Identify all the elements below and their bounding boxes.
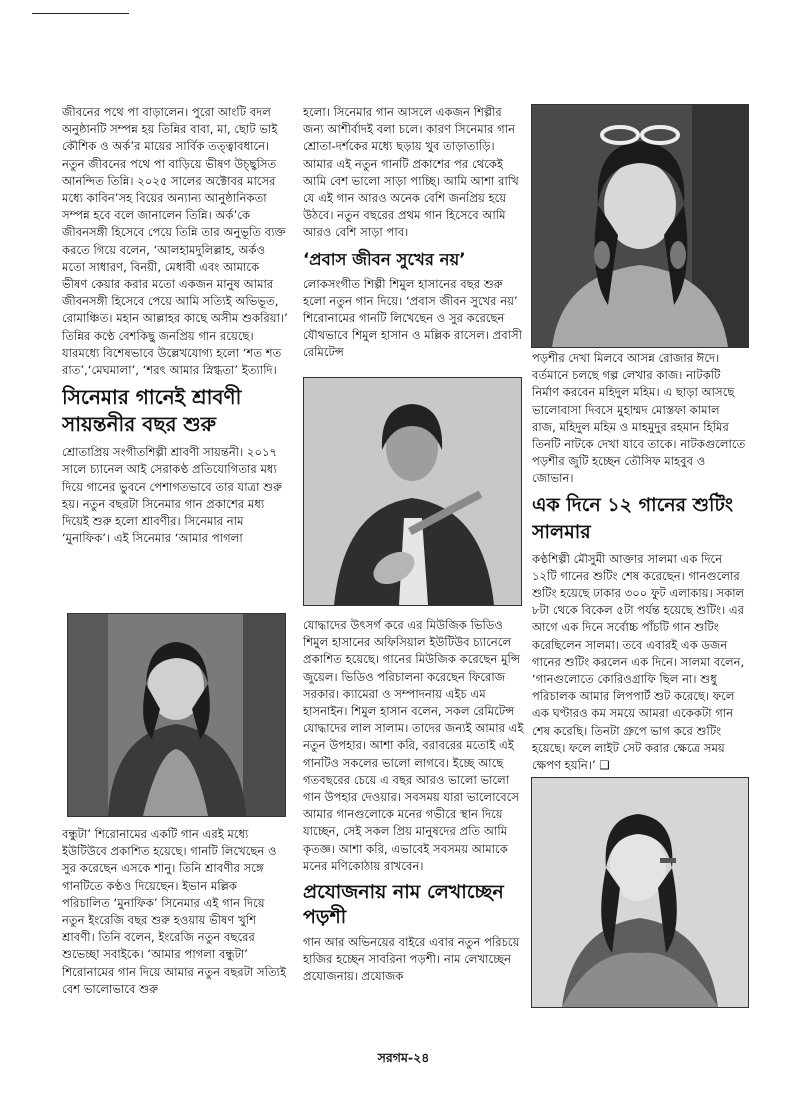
col2-heading: ‘প্রবাস জীবন সুখের নয়’: [303, 249, 466, 269]
col2-paragraph-2: লোকসংগীত শিল্পী শিমুল হাসানের বছর শুরু হলো নতুন গান দিয়ে। ‘প্রবাস জীবন সুখের নয়’ শিরোনামের গানটি লিখেছেন ও সুর করেছেন যৌথভাবে শিমুল হাসান ও মল্লিক রাসেল। প্রবাসী রেমিটেন্স: [303, 276, 523, 360]
col1-heading: সিনেমার গানেই শ্রাবণী সায়ন্তনীর বছর শুরু: [62, 385, 242, 437]
column-1: [62, 104, 288, 611]
top-rule: [32, 13, 129, 14]
col3-paragraph-1: পড়শীর দেখা মিলবে আসন্ন রোজার ঈদে। বর্তমানে চলছে গল্প লেখার কাজ। নাটকটি নির্মাণ করবেন মহিদুল মহিম। এ ছাড়া আসছে ভালোবাসা দিবসে মুহাম্মদ মোস্তফা কামাল রাজ, মহিদুল মহিম ও মাহমুদুর রহমান হিমির তিনটি নাটকে দেখা যাবে তাকে। নাটকগুলোতে পড়শীর জুটি হচ্ছেন তৌসিফ মাহবুব ও জোভান।: [532, 351, 746, 486]
column-3: [532, 350, 747, 778]
col1-paragraph-2: শ্রোতাপ্রিয় সংগীতশিল্পী শ্রাবণী সায়ন্তনী। ২০১৭ সালে চ্যানেল আই সেরাকণ্ঠ প্রতিযোগিতার মধ্য দিয়ে গানের ভুবনে পেশাগতভাবে তার যাত্রা শুরু হয়। নতুন বছরটা সিনেমার গান প্রকাশের মধ্য দিয়েই শুরু হলো শ্রাবণীর। সিনেমার নাম ‘মুনাফিক’। এই সিনেমার ‘আমার পাগলা: [62, 445, 283, 546]
col3-heading: এক দিনে ১২ গানের শুটিং সালমার: [532, 493, 733, 543]
photo-sabrina-porshi: [531, 104, 749, 348]
column-2: [303, 104, 525, 374]
photo-salma: [531, 777, 749, 1008]
column-1-continued: [62, 826, 288, 1026]
col2-heading-2: প্রযোজনায় নাম লেখাচ্ছেন পড়শী: [303, 881, 504, 929]
end-mark-icon: ❑: [599, 758, 610, 773]
col2-paragraph-3: যোদ্ধাদের উৎসর্গ করে এর মিউজিক ভিডিও শিমুল হাসানের অফিসিয়াল ইউটিউব চ্যানেলে প্রকাশিত হয়েছে। গানের মিউজিক করেছেন মুন্সি জুয়েল। ভিডিও পরিচালনা করেছেন ফিরোজ সরকার। ক্যামেরা ও সম্পাদনায় এইচ এম হাসনাইন। শিমুল হাসান বলেন, সকল রেমিটেন্স যোদ্ধাদের লাল সালাম। তাদের জন্যই আমার এই নতুন উপহার। আশা করি, বরাবরের মতোই এই গানটিও সকলের ভালো লাগবে। ইচ্ছে আছে গতবছরের চেয়ে এ বছর আরও ভালো ভালো গান উপহার দেওয়ার। সবসময় যারা ভালোবেসে আমার গানগুলোকে মনের গভীরে স্থান দিয়ে যাচ্ছেন, সেই সকল প্রিয় মানুষদের প্রতি আমি কৃতজ্ঞ। আশা করি, এভাবেই সবসময় আমাকে মনের মণিকোঠায় রাখবেন।: [303, 618, 524, 873]
col2-paragraph-1: হলো। সিনেমার গান আসলে একজন শিল্পীর জন্য আশীর্বাদই বলা চলে। কারণ সিনেমার গান শ্রোতা-দর্শকের মধ্যে ছড়ায় খুব তাড়াতাড়ি। আমার এই নতুন গানটি প্রকাশের পর থেকেই আমি বেশ ভালো সাড়া পাচ্ছি। আমি আশা রাখি যে এই গান আরও অনেক বেশি জনপ্রিয় হয়ে উঠবে। নতুন বছরের প্রথম গান হিসেবে আমি আরও বেশি সাড়া পাব।: [303, 105, 519, 240]
col1-paragraph-3: বন্ধুটা’ শিরোনামের একটি গান এরই মধ্যে ইউটিউবে প্রকাশিত হয়েছে। গানটি লিখেছেন ও সুর করেছেন এসকে শানু। তিনি শ্রাবণীর সঙ্গে গানটিতে কণ্ঠও দিয়েছেন। ইভান মল্লিক পরিচালিত ‘মুনাফিক’ সিনেমার এই গান দিয়ে নতুন ইংরেজি বছর শুরু হওয়ায় ভীষণ খুশি শ্রাবণী। তিনি বলেন, ইংরেজি নতুন বছরের শুভেচ্ছা সবাইকে। ‘আমার পাগলা বন্ধুটা’ শিরোনামের গান দিয়ে আমার নতুন বছরটা সত্যিই বেশ ভালোভাবে শুরু: [62, 827, 287, 996]
photo-shimul-hasan: [303, 377, 522, 606]
col2-paragraph-4: গান আর অভিনয়ের বাইরে এবার নতুন পরিচয়ে হাজির হচ্ছেন সাবরিনা পড়শী। নাম লেখাচ্ছেন প্রযোজনায়। প্রযোজক: [303, 935, 520, 984]
col1-paragraph-1: জীবনের পথে পা বাড়ালেন। পুরো আংটি বদল অনুষ্ঠানটি সম্পন্ন হয় তিন্নির বাবা, মা, ছোট ভাই কৌশিক ও অর্ক’র মায়ের সার্বিক তত্ত্বাবধানে। নতুন জীবনের পথে পা বাড়িয়ে ভীষণ উচ্ছ্বসিত আনন্দিত তিন্নি। ২০২৫ সালের অক্টোবর মাসের মধ্যে কাবিন’সহ বিয়ের অন্যান্য আনুষ্ঠানিকতা সম্পন্ন হবে বলে জানালেন তিন্নি। অর্ক’কে জীবনসঙ্গী হিসেবে পেয়ে তিন্নি তার অনুভূতি ব্যক্ত করতে গিয়ে বলেন, ‘আলহামদুলিল্লাহ, অর্কও মতো সাধারণ, বিনয়ী, মেধাবী এবং আমাকে ভীষণ কেয়ার করার মতো একজন মানুষ আমার জীবনসঙ্গী হিসেবে পেয়ে আমি সত্যিই অভিভূত, রোমাঞ্চিত। মহান আল্লাহর কাছে অসীম শুকরিয়া।’ তিন্নির কণ্ঠে বেশকিছু জনপ্রিয় গান রয়েছে। যারমধ্যে বিশেষভাবে উল্লেখযোগ্য হলো ‘শত শত রাত’,‘মেঘমালা’, ‘শরৎ আমার স্নিগ্ধতা’ ইত্যাদি।: [62, 105, 288, 378]
photo-srabani-sayantani: [67, 613, 286, 817]
page-footer: সরগম-২৪: [377, 1050, 430, 1065]
column-2-continued: [303, 617, 527, 1027]
col3-paragraph-2-text: কণ্ঠশিল্পী মৌসুমী আক্তার সালমা এক দিনে ১২টি গানের শুটিং শেষ করেছেন। গানগুলোর শুটিং হয়েছে ঢাকার ৩০০ ফুট এলাকায়। সকাল ৮টা থেকে বিকেল ৫টা পর্যন্ত হয়েছে শুটিং। এর আগে এক দিনে সর্বোচ্চ পাঁচটি গান শুটিং করেছিলেন সালমা। তবে এবারই এক ডজন গানের শুটিং করলেন এক দিনে। সালমা বলেন, ‘গানগুলোতে কোরিওগ্রাফি ছিল না। শুধু পরিচালক আমার লিপপার্ট শুট করেছে। ফলে এক ঘণ্টারও কম সময়ে আমরা একেকটা গান শেষ করেছি। তিনটা গ্রুপে ভাগ করে শুটিং হয়েছে। ফলে লাইট সেট করার ক্ষেত্রে সময় ক্ষেপণ হয়নি।’: [532, 551, 745, 773]
col3-paragraph-2: [532, 551, 747, 775]
